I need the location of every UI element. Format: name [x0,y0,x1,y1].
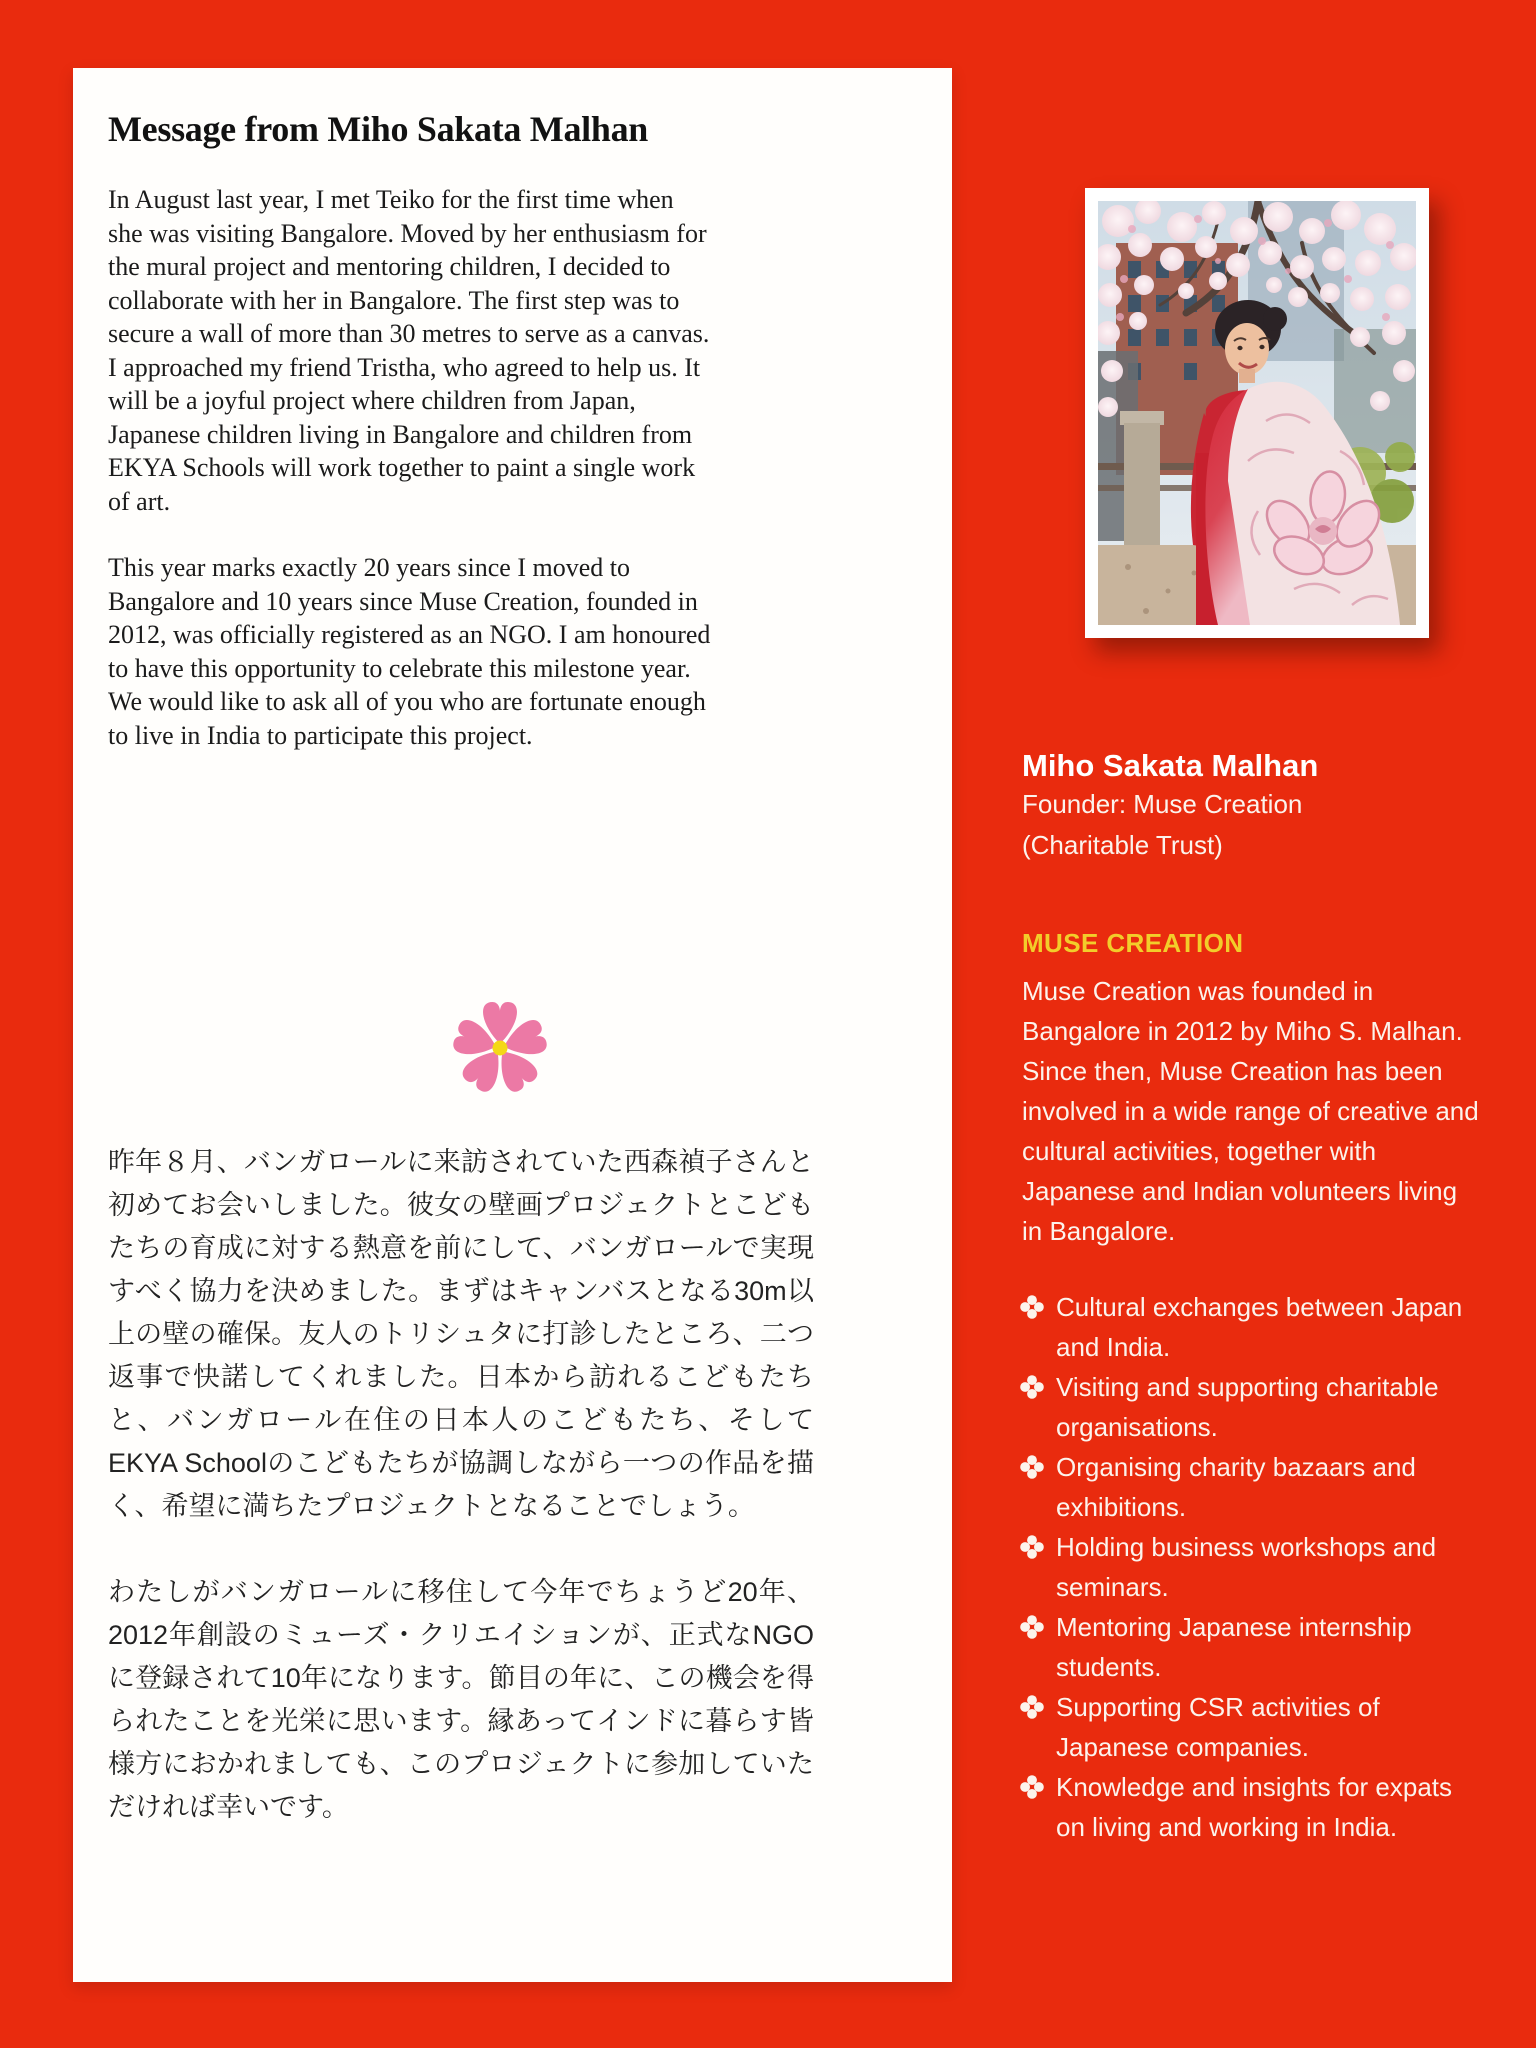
activity-item [1020,1447,1486,1527]
activity-text: Organising charity bazaars and exhibitions. [1056,1452,1416,1522]
japanese-paragraph: わたしがバンガロールに移住して今年でちょうど20年、2012年創設のミューズ・クリエイションが、正式なNGOに登録されて10年になります。節目の年に、この機会を得られたことを光栄に思います。縁あってインドに暮らす皆様方におかれましても、このプロジェクトに参加していただければ幸いです。 [108,1577,814,1822]
activity-item [1020,1367,1486,1447]
sidebar [952,0,1536,2048]
activity-text: Holding business workshops and seminars. [1056,1532,1437,1602]
english-paragraphs [108,183,892,752]
muse-creation-heading: MUSE CREATION [1022,928,1244,958]
clover-bullet-icon [1020,1535,1044,1559]
clover-bullet-icon [1020,1455,1044,1479]
activity-text: Mentoring Japanese internship students. [1056,1612,1412,1682]
message-card [73,68,952,1982]
page-title: Message from Miho Sakata Malhan [108,109,649,149]
clover-bullet-icon [1020,1695,1044,1719]
activity-item [1020,1287,1486,1367]
profile-block [1022,748,1481,866]
clover-bullet-icon [1020,1615,1044,1639]
activity-text: Visiting and supporting charitable organisations. [1056,1372,1439,1442]
clover-bullet-icon [1020,1775,1044,1799]
profile-role-line1: Founder: Muse Creation [1022,789,1303,819]
activity-text: Knowledge and insights for expats on living and working in India. [1056,1772,1453,1842]
portrait-photo [1098,201,1416,625]
activity-item [1020,1687,1486,1767]
profile-role-line2: (Charitable Trust) [1022,830,1223,860]
japanese-paragraphs [108,1141,892,1829]
english-paragraph: This year marks exactly 20 years since I moved to Bangalore and 10 years since Muse Creation, founded in 2012, was officially registered as an NGO. I am honoured to have this opportunity to celebrate this milestone year. We would like to ask all of you who are fortunate enough to live in India to participate this project. [108,553,711,750]
activity-item [1020,1607,1486,1687]
english-paragraph: In August last year, I met Teiko for the first time when she was visiting Bangalore. Moved by her enthusiasm for the mural project and mentoring children, I decided to collaborate with her in Bangalore. The first step was to secure a wall of more than 30 metres to serve as a canvas. I approached my friend Tristha, who agreed to help us. It will be a joyful project where children from Japan, Japanese children living in Bangalore and children from EKYA Schools will work together to paint a single work of art. [108,185,710,516]
japanese-paragraph: 昨年８月、バンガロールに来訪されていた西森禎子さんと初めてお会いしました。彼女の壁画プロジェクトとこどもたちの育成に対する熱意を前にして、バンガロールで実現すべく協力を決めました。まずはキャンバスとなる30m以上の壁の確保。友人のトリシュタに打診したところ、二つ返事で快諾してくれました。日本から訪れるこどもたちと、バンガロール在住の日本人のこどもたち、そしてEKYA Schoolのこどもたちが協調しながら一つの作品を描く、希望に満ちたプロジェクトとなることでしょう。 [108,1147,814,1521]
clover-bullet-icon [1020,1375,1044,1399]
muse-creation-about: Muse Creation was founded in Bangalore in 2012 by Miho S. Malhan. Since then, Muse Creation has been involved in a wide range of creative and cultural activities, together with Japanese and Indian volunteers living in Bangalore. [1022,976,1479,1246]
clover-bullet-icon [1020,1295,1044,1319]
activity-text: Supporting CSR activities of Japanese companies. [1056,1692,1380,1762]
activity-item [1020,1527,1486,1607]
photo-frame [1085,188,1429,638]
profile-name: Miho Sakata Malhan [1022,748,1319,783]
activity-item [1020,1767,1486,1847]
activity-text: Cultural exchanges between Japan and India. [1056,1292,1463,1362]
activities-list [1020,1287,1486,1847]
sakura-flower-icon [448,994,552,1098]
